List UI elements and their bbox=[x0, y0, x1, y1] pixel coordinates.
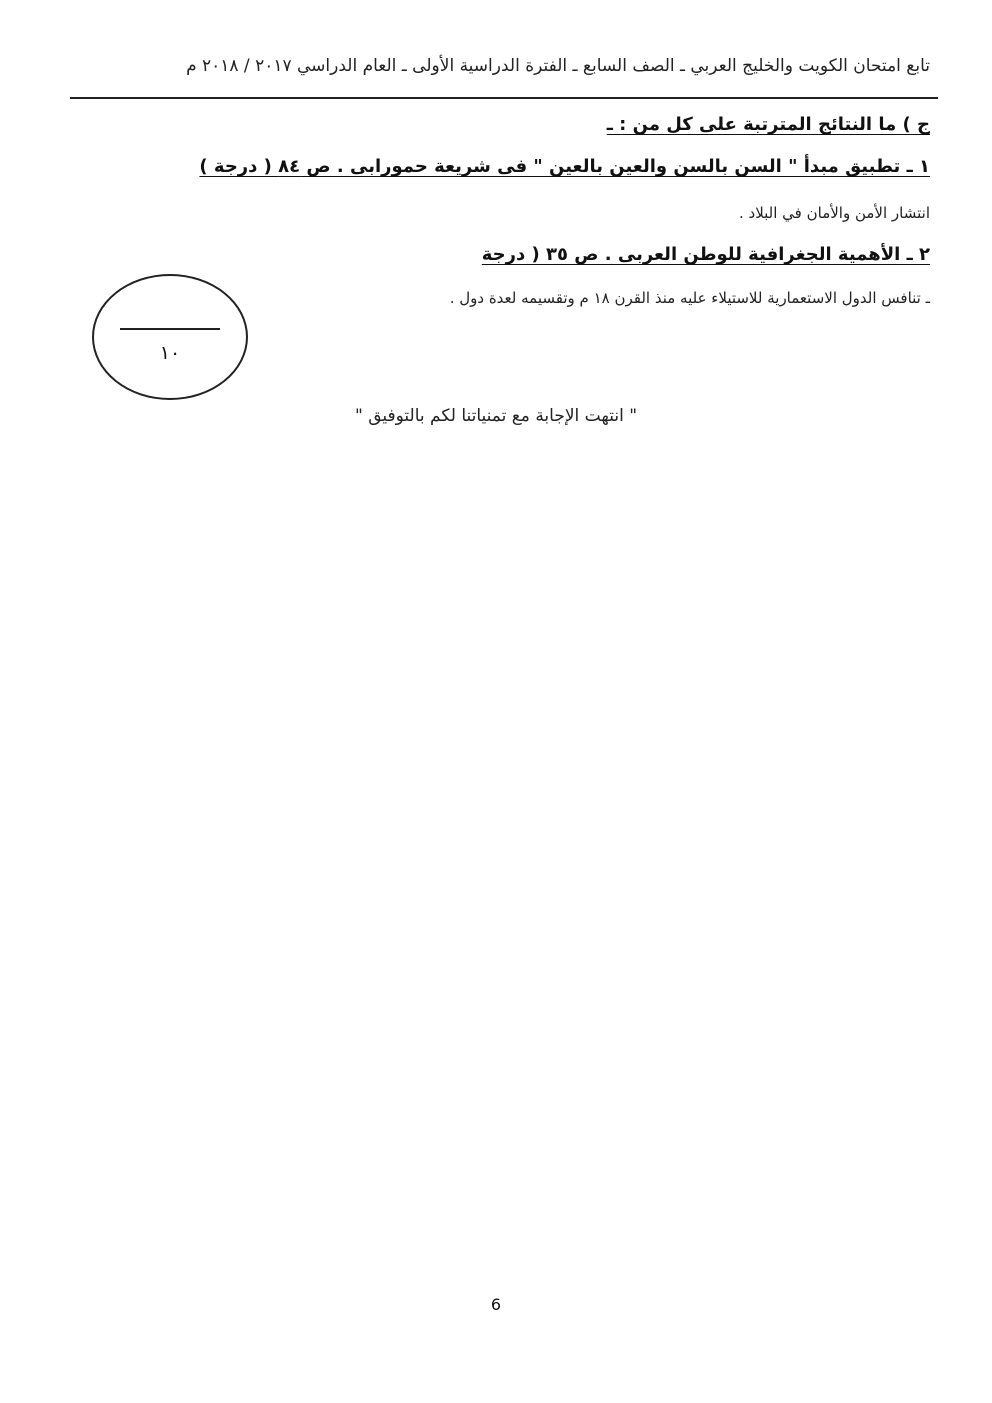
closing-message: " انتهت الإجابة مع تمنياتنا لكم بالتوفيق " bbox=[354, 406, 638, 426]
score-fraction-line bbox=[120, 328, 220, 330]
question-1-answer: انتشار الأمن والأمان في البلاد . bbox=[738, 204, 930, 222]
question-2-answer: ـ تنافس الدول الاستعمارية للاستيلاء عليه منذ القرن ١٨ م وتقسيمه لعدة دول . bbox=[449, 289, 930, 307]
question-2-title: ٢ ـ الأهمية الجغرافية للوطن العربى . ص ٣٥ ( درجة bbox=[481, 244, 930, 265]
question-1-title: ١ ـ تطبيق مبدأ " السن بالسن والعين بالعين " فى شريعة حمورابى . ص ٨٤ ( درجة ) bbox=[199, 156, 930, 177]
score-circle bbox=[92, 274, 248, 400]
page-number: 6 bbox=[490, 1295, 502, 1314]
header-divider bbox=[70, 97, 938, 99]
page-header: تابع امتحان الكويت والخليج العربي ـ الصف السابع ـ الفترة الدراسية الأولى ـ العام الدراسي ٢٠١٧ / ٢٠١٨ م bbox=[186, 56, 930, 76]
section-heading: ج ) ما النتائج المترتبة على كل من : ـ bbox=[606, 114, 930, 135]
score-total: ١٠ bbox=[159, 342, 181, 364]
